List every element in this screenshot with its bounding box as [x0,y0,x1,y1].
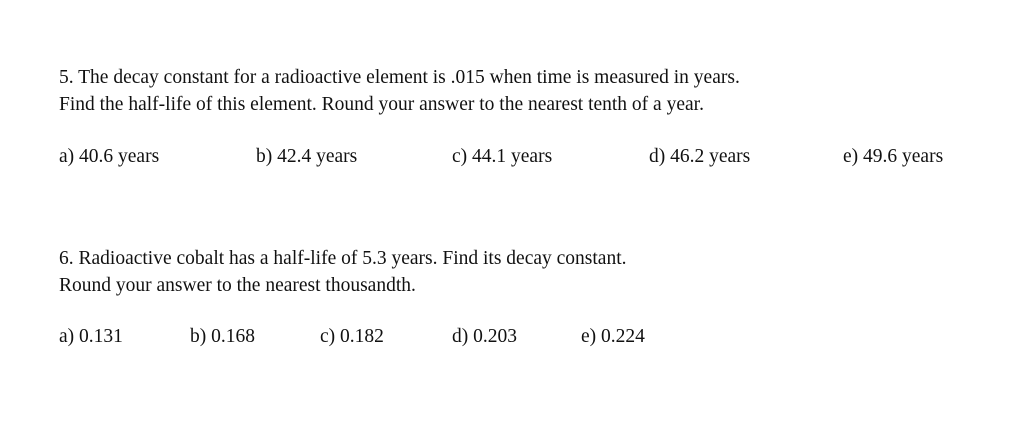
question-5-option-d: d) 46.2 years [649,146,751,167]
question-6-option-c: c) 0.182 [320,326,384,347]
question-6-option-a: a) 0.131 [59,326,123,347]
question-5-option-b: b) 42.4 years [256,146,358,167]
question-5-option-c: c) 44.1 years [452,146,553,167]
question-5-text-line-2: Find the half-life of this element. Round your answer to the nearest tenth of a year. [59,94,704,115]
question-6-option-e: e) 0.224 [581,326,645,347]
question-6-option-b: b) 0.168 [190,326,255,347]
question-5-option-e: e) 49.6 years [843,146,944,167]
question-5-text-line-1: 5. The decay constant for a radioactive element is .015 when time is measured in years. [59,67,740,88]
question-6-text-line-2: Round your answer to the nearest thousandth. [59,275,416,296]
question-6-option-d: d) 0.203 [452,326,517,347]
question-6-text-line-1: 6. Radioactive cobalt has a half-life of 5.3 years. Find its decay constant. [59,248,627,269]
question-5-option-a: a) 40.6 years [59,146,160,167]
